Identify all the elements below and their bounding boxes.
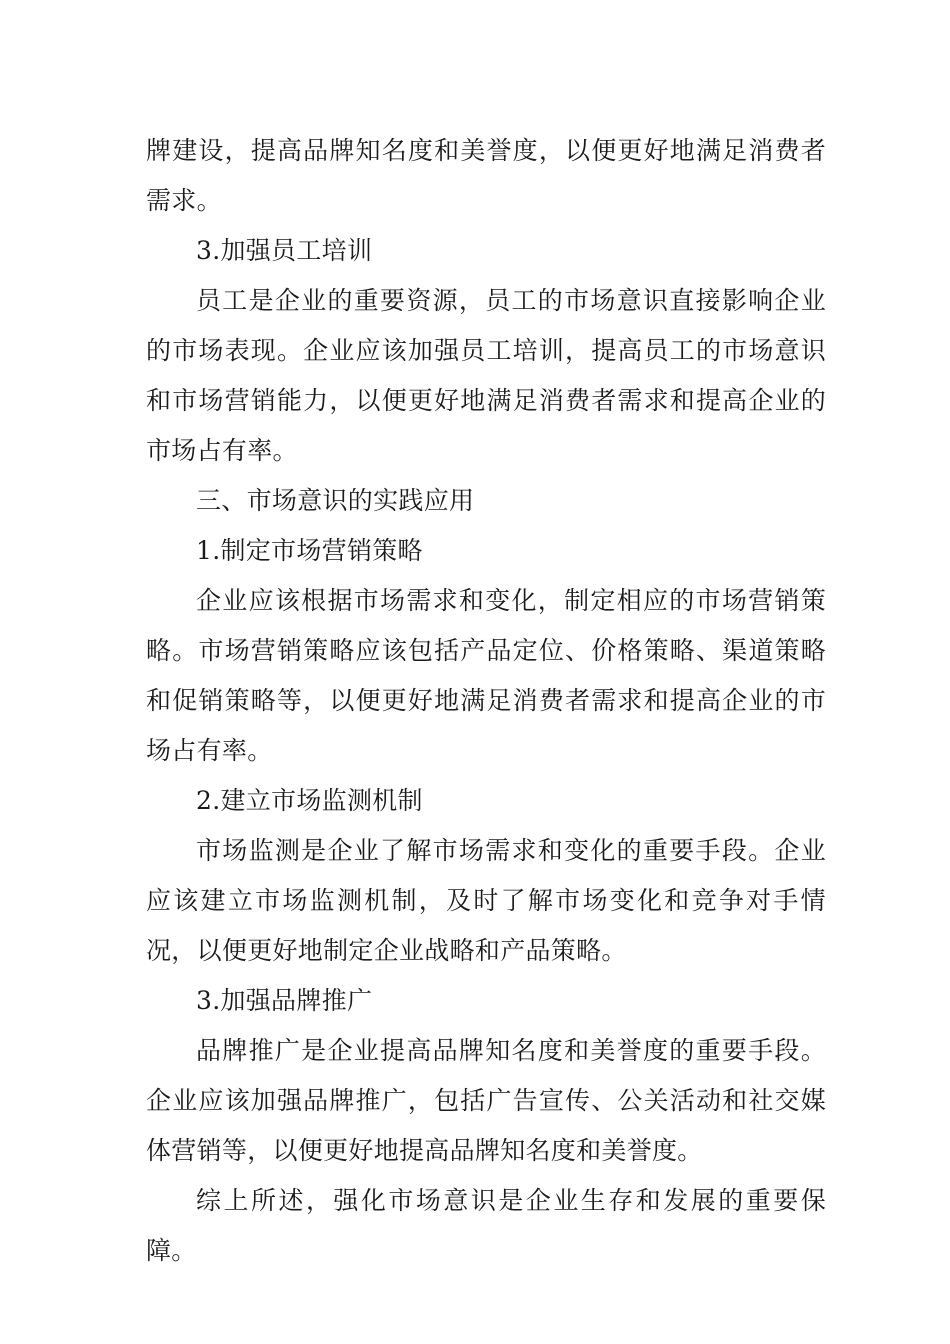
paragraph-market-monitoring: 市场监测是企业了解市场需求和变化的重要手段。企业应该建立市场监测机制，及时了解市场变化和竞争对手情况，以便更好地制定企业战略和产品策略。 (146, 836, 826, 965)
subheading-brand-promotion: 3.加强品牌推广 (196, 986, 373, 1015)
document-body (146, 126, 826, 1276)
paragraph-marketing-strategy: 企业应该根据市场需求和变化，制定相应的市场营销策略。市场营销策略应该包括产品定位、价格策略、渠道策略和促销策略等，以便更好地满足消费者需求和提高企业的市场占有率。 (146, 586, 826, 765)
section-heading-practice: 三、市场意识的实践应用 (196, 486, 475, 515)
paragraph-brand-promotion: 品牌推广是企业提高品牌知名度和美誉度的重要手段。企业应该加强品牌推广，包括广告宣传、公关活动和社交媒体营销等，以便更好地提高品牌知名度和美誉度。 (146, 1036, 826, 1165)
subheading-marketing-strategy: 1.制定市场营销策略 (196, 536, 423, 565)
paragraph-continued: 牌建设，提高品牌知名度和美誉度，以便更好地满足消费者需求。 (146, 136, 826, 215)
paragraph-staff-training: 员工是企业的重要资源，员工的市场意识直接影响企业的市场表现。企业应该加强员工培训，提高员工的市场意识和市场营销能力，以便更好地满足消费者需求和提高企业的市场占有率。 (146, 286, 826, 465)
subheading-market-monitoring: 2.建立市场监测机制 (196, 786, 423, 815)
paragraph-conclusion: 综上所述，强化市场意识是企业生存和发展的重要保障。 (146, 1186, 826, 1265)
subheading-staff-training: 3.加强员工培训 (196, 236, 373, 265)
